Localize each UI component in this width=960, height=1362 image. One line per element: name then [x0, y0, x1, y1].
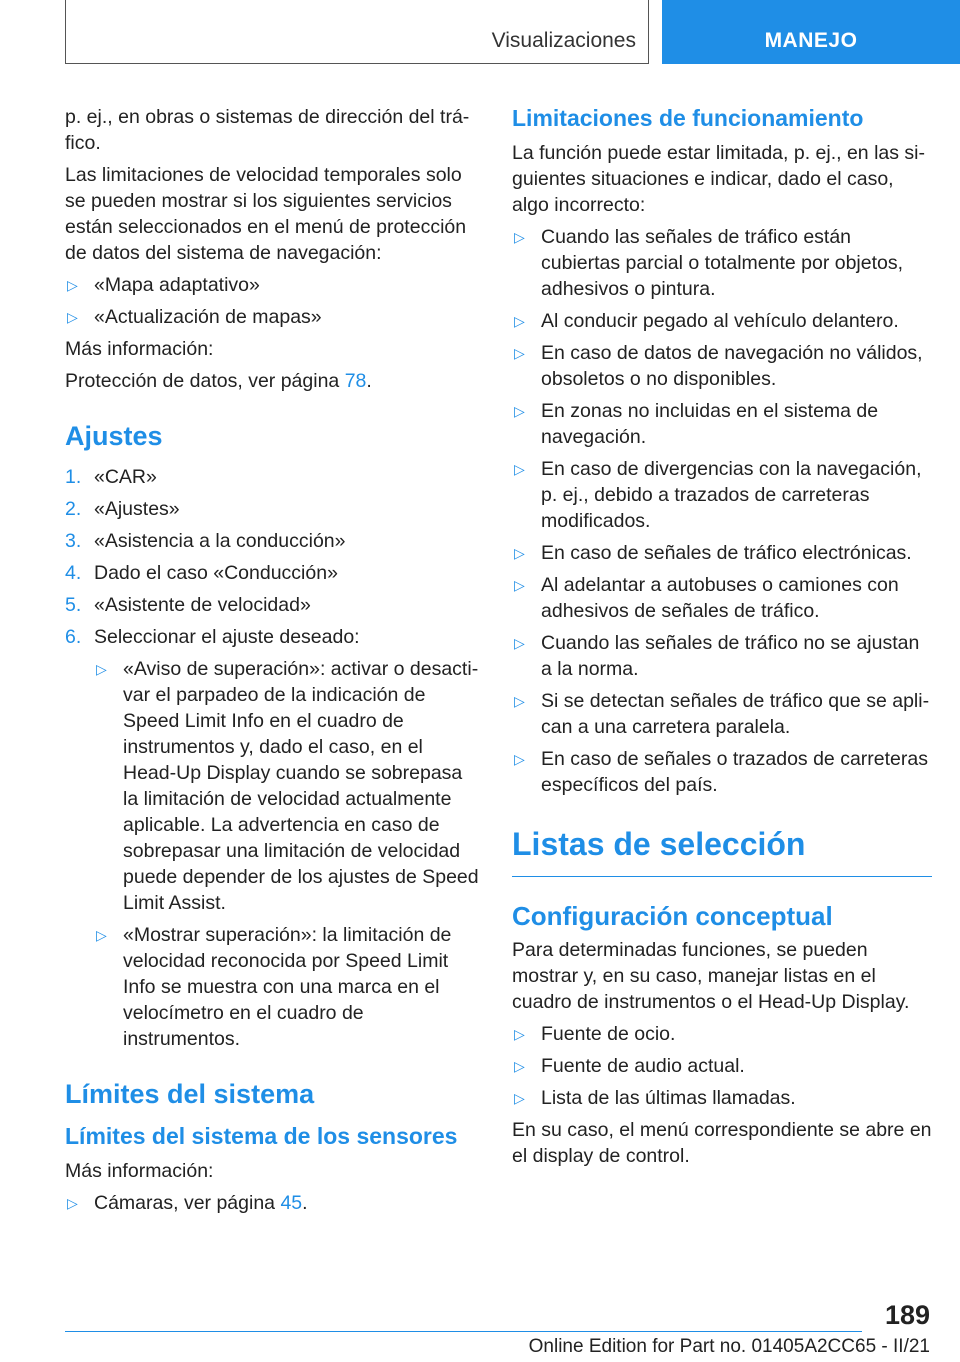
limitations-list — [512, 224, 932, 798]
triangle-bullet-icon: ▷ — [514, 1058, 525, 1074]
list-item: ▷ Cámaras, ver página 45. — [67, 1192, 308, 1214]
paragraph: Protección de datos, ver página 78. — [65, 370, 372, 392]
page-number: 189 — [884, 1300, 930, 1330]
list-item: ▷ «Mapa adaptativo» — [67, 274, 260, 296]
triangle-bullet-icon: ▷ — [514, 635, 525, 651]
triangle-bullet-icon: ▷ — [514, 693, 525, 709]
step-item: 1. «CAR» — [65, 466, 157, 488]
paragraph: p. ej., en obras o sistemas de dirección del tráfico. — [65, 106, 470, 154]
paragraph: Más información: — [65, 1160, 214, 1182]
list-item: ▷ Si se detectan señales de tráfico que se aplican a una carretera paralela. — [514, 690, 930, 738]
paragraph: Para determinadas funciones, se pueden mostrar y, en su caso, manejar listas en el cuadro de instrumentos o el Head-Up Display. — [512, 939, 910, 1013]
list-item: ▷ Cuando las señales de tráfico no se ajustan a la norma. — [514, 632, 920, 680]
header-chapter-tab[interactable] — [662, 0, 960, 64]
footer-divider — [65, 1331, 862, 1332]
triangle-bullet-icon: ▷ — [96, 661, 107, 677]
paragraph: En su caso, el menú correspondiente se abre en el display de control. — [512, 1119, 932, 1167]
section-heading-system-limits: Límites del sistema — [65, 1079, 315, 1109]
list-item: ▷ En caso de señales de tráfico electrónicas. — [514, 542, 912, 564]
triangle-bullet-icon: ▷ — [514, 313, 525, 329]
list-item: ▷ Al conducir pegado al vehículo delantero. — [514, 310, 899, 332]
step-item: 4. Dado el caso «Conducción» — [65, 562, 338, 584]
triangle-bullet-icon: ▷ — [514, 229, 525, 245]
section-heading-concept: Configuración conceptual — [512, 901, 833, 931]
step-item: 5. «Asistente de velocidad» — [65, 594, 311, 616]
list-item: ▷ Cuando las señales de tráfico están cubiertas parcial o totalmente por objetos, adhesivos o pintura. — [514, 226, 904, 300]
right-column — [512, 104, 932, 1175]
triangle-bullet-icon: ▷ — [514, 345, 525, 361]
concept-list — [512, 1021, 932, 1111]
triangle-bullet-icon: ▷ — [67, 1195, 78, 1211]
subsection-heading-limitations: Limitaciones de funcionamiento — [512, 105, 864, 131]
step-item: 3. «Asistencia a la conducción» — [65, 530, 346, 552]
triangle-bullet-icon: ▷ — [514, 403, 525, 419]
list-item: ▷ En caso de señales o trazados de carreteras específicos del país. — [514, 748, 928, 796]
list-item: ▷ En zonas no incluidas en el sistema de navegación. — [514, 400, 879, 448]
list-item: ▷ En caso de divergencias con la navegación, p. ej., debido a trazados de carreteras modificados. — [514, 458, 922, 532]
header-section-title: Visualizaciones — [491, 29, 636, 52]
triangle-bullet-icon: ▷ — [514, 545, 525, 561]
services-list — [65, 272, 479, 330]
list-item: ▷ En caso de datos de navegación no válidos, obsoletos o no disponibles. — [514, 342, 923, 390]
paragraph: Las limitaciones de velocidad temporales solo se pueden mostrar si los siguientes servicios están seleccionados en el menú de protección de datos del sistema de navegación: — [65, 164, 467, 264]
triangle-bullet-icon: ▷ — [67, 309, 78, 325]
sensor-list — [65, 1190, 479, 1216]
paragraph: Más información: — [65, 338, 214, 360]
list-item: ▷ «Aviso de superación»: activar o desactivar el parpadeo de la indicación de Speed Limit Info en el cuadro de instrumentos y, dado el caso, en el Head-Up Display cuando se sobrepasa la limitación de velocidad actualmente aplicable. La advertencia en caso de sobrepasar una limitación de velocidad puede depender de los ajustes de Speed Limit Assist. — [96, 658, 479, 914]
list-item: ▷ Fuente de ocio. — [514, 1023, 676, 1045]
sub-options-list — [94, 656, 479, 1052]
list-item: ▷ Fuente de audio actual. — [514, 1055, 745, 1077]
steps-list — [65, 464, 479, 1052]
list-item: ▷ Lista de las últimas llamadas. — [514, 1087, 796, 1109]
triangle-bullet-icon: ▷ — [96, 927, 107, 943]
paragraph: La función puede estar limitada, p. ej., en las siguientes situaciones e indicar, dado el caso, algo incorrecto: — [512, 142, 925, 216]
list-item: ▷ «Actualización de mapas» — [67, 306, 322, 328]
page-link-78[interactable]: 78 — [344, 370, 367, 392]
left-column — [65, 104, 479, 1222]
triangle-bullet-icon: ▷ — [514, 1026, 525, 1042]
triangle-bullet-icon: ▷ — [514, 1090, 525, 1106]
footer-edition: Online Edition for Part no. 01405A2CC65 - II/21 — [528, 1336, 930, 1357]
triangle-bullet-icon: ▷ — [67, 277, 78, 293]
header-chapter-label: MANEJO — [764, 29, 858, 52]
triangle-bullet-icon: ▷ — [514, 577, 525, 593]
chapter-heading-lists: Listas de selección — [512, 824, 932, 877]
list-item: ▷ Al adelantar a autobuses o camiones con adhesivos de señales de tráfico. — [514, 574, 899, 622]
page-link-45[interactable]: 45 — [280, 1192, 303, 1214]
list-item: ▷ «Mostrar superación»: la limitación de velocidad reconocida por Speed Limit Info se muestra con una marca en el velocímetro en el cuadro de instrumentos. — [96, 924, 452, 1050]
step-item: 2. «Ajustes» — [65, 498, 180, 520]
subsection-heading-sensor-limits: Límites del sistema de los sensores — [65, 1123, 458, 1149]
section-heading-ajustes: Ajustes — [65, 421, 163, 451]
triangle-bullet-icon: ▷ — [514, 461, 525, 477]
step-item: 6. Seleccionar el ajuste deseado: ▷ «Aviso de superación»: activar o desactivar el parpadeo de la indicación de Speed Limit Info en el cuadro de instrumentos y, dado el caso, en el Head-Up Display cuando se sobrepasa la limitación de velocidad actualmente aplicable. La advertencia en caso de sobrepasar una limitación de velocidad puede depender de los ajustes de Speed Limit Assist. ▷ «Mostrar superación»: la limitación de velocidad reconocida por Speed Limit Info se muestra con una marca en el velocímetro en el cuadro de instrumentos. — [65, 626, 479, 1050]
triangle-bullet-icon: ▷ — [514, 751, 525, 767]
